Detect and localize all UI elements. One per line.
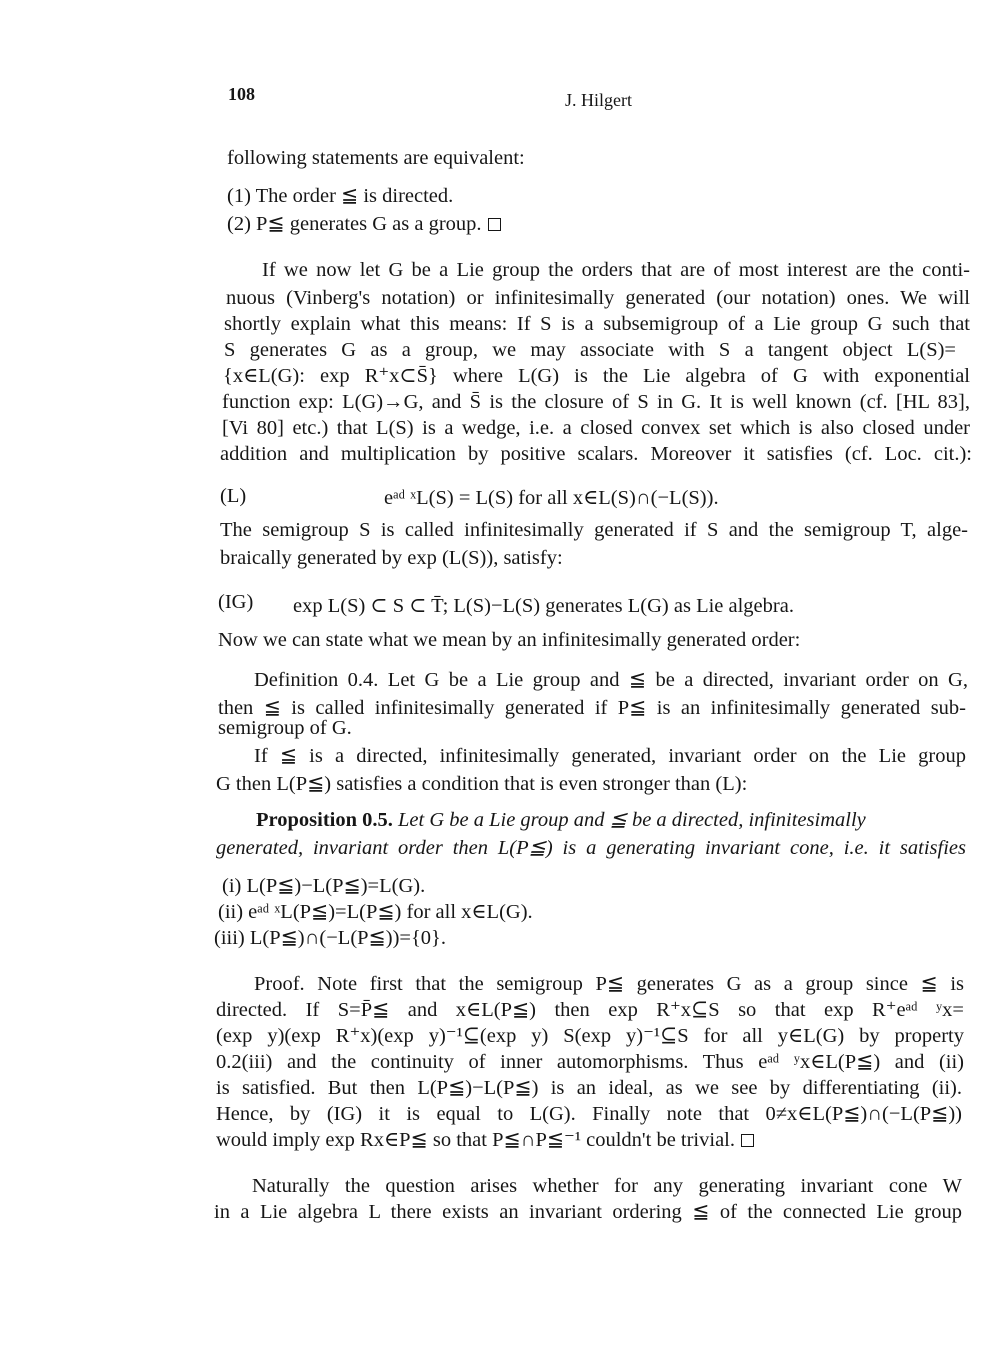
list-item: (iii) L(P≦)∩(−L(P≦))={0}. [214, 927, 447, 949]
text-line: addition and multiplication by positive scalars. Moreover it satisfies (cf. Loc. cit.): [220, 443, 972, 465]
proposition-text: Let G be a Lie group and ≦ be a directed, infinitesimally [392, 809, 866, 831]
text-line: If ≦ is a directed, infinitesimally generated, invariant order on the Lie group [254, 745, 966, 767]
text-line: If we now let G be a Lie group the orders that are of most interest are the conti- [262, 259, 970, 281]
text-line: shortly explain what this means: If S is a subsemigroup of a Lie group G such that [224, 313, 970, 335]
text-line: 0.2(iii) and the continuity of inner automorphisms. Thus eᵃᵈ ʸx∈L(P≦) and (ii) [216, 1051, 964, 1073]
text-line: is satisfied. But then L(P≦)−L(P≦) is an ideal, as we see by differentiating (ii). [216, 1077, 962, 1099]
text-line: Now we can state what we mean by an infinitesimally generated order: [218, 629, 801, 651]
text-line: The semigroup S is called infinitesimally generated if S and the semigroup T, alge- [220, 519, 968, 541]
equation: eᵃᵈ ˣL(S) = L(S) for all x∈L(S)∩(−L(S)). [384, 487, 719, 509]
text-line: (2) P≦ generates G as a group. [227, 213, 482, 235]
text-line: Naturally the question arises whether for any generating invariant cone W [252, 1175, 962, 1197]
text-line: then ≦ is called infinitesimally generated if P≦ is an infinitesimally generated sub- [218, 697, 966, 719]
text-line: [Vi 80] etc.) that L(S) is a wedge, i.e. a closed convex set which is also closed under [222, 417, 970, 439]
text-line: directed. If S=P̄≦ and x∈L(P≦) then exp R⁺x⊆S so that exp R⁺eᵃᵈ ʸx= [216, 999, 964, 1021]
text-line: (exp y)(exp R⁺x)(exp y)⁻¹⊆(exp y) S(exp y)⁻¹⊆S for all y∈L(G) by property [216, 1025, 964, 1047]
definition-line: Definition 0.4. Let G be a Lie group and ≦ be a directed, invariant order on G, [254, 669, 968, 691]
text-line: {x∈L(G): exp R⁺x⊂S̄} where L(G) is the Lie algebra of G with exponential [223, 365, 970, 387]
qed-box-icon [488, 218, 501, 231]
equation-label: (L) [220, 485, 247, 507]
text-line: nuous (Vinberg's notation) or infinitesimally generated (our notation) ones. We will [226, 287, 970, 309]
text-line-with-qed [216, 1128, 754, 1152]
text-line: S generates G as a group, we may associate with S a tangent object L(S)= [224, 339, 956, 361]
equation: exp L(S) ⊂ S ⊂ T̄; L(S)−L(S) generates L(G) as Lie algebra. [293, 595, 794, 617]
list-item: (i) L(P≦)−L(P≦)=L(G). [222, 875, 426, 897]
text-line: G then L(P≦) satisfies a condition that is even stronger than (L): [216, 773, 748, 795]
text-line: function exp: L(G)→G, and S̄ is the closure of S in G. It is well known (cf. [HL 83], [222, 391, 970, 413]
text-line: Hence, by (IG) it is equal to L(G). Finally note that 0≠x∈L(P≦)∩(−L(P≦)) [216, 1103, 962, 1125]
running-head: J. Hilgert [565, 90, 632, 110]
text-line: generated, invariant order then L(P≦) is a generating invariant cone, i.e. it satisfies [216, 837, 966, 859]
text-line: braically generated by exp (L(S)), satisfy: [220, 547, 563, 569]
proposition-line [256, 808, 966, 832]
list-item: (ii) eᵃᵈ ˣL(P≦)=L(P≦) for all x∈L(G). [218, 901, 533, 923]
text-line-with-qed [227, 212, 501, 236]
text-line: would imply exp Rx∈P≦ so that P≦∩P≦⁻¹ couldn't be trivial. [216, 1129, 735, 1151]
qed-box-icon [741, 1134, 754, 1147]
text-line: semigroup of G. [218, 717, 352, 739]
text-line: in a Lie algebra L there exists an invariant ordering ≦ of the connected Lie group [214, 1201, 962, 1223]
page-number: 108 [228, 84, 255, 104]
text-line: following statements are equivalent: [227, 147, 525, 169]
text-line: (1) The order ≦ is directed. [227, 185, 454, 207]
proposition-heading: Proposition 0.5. [256, 809, 393, 831]
proof-line: Proof. Note first that the semigroup P≦ generates G as a group since ≦ is [254, 973, 964, 995]
equation-label: (IG) [218, 591, 254, 613]
